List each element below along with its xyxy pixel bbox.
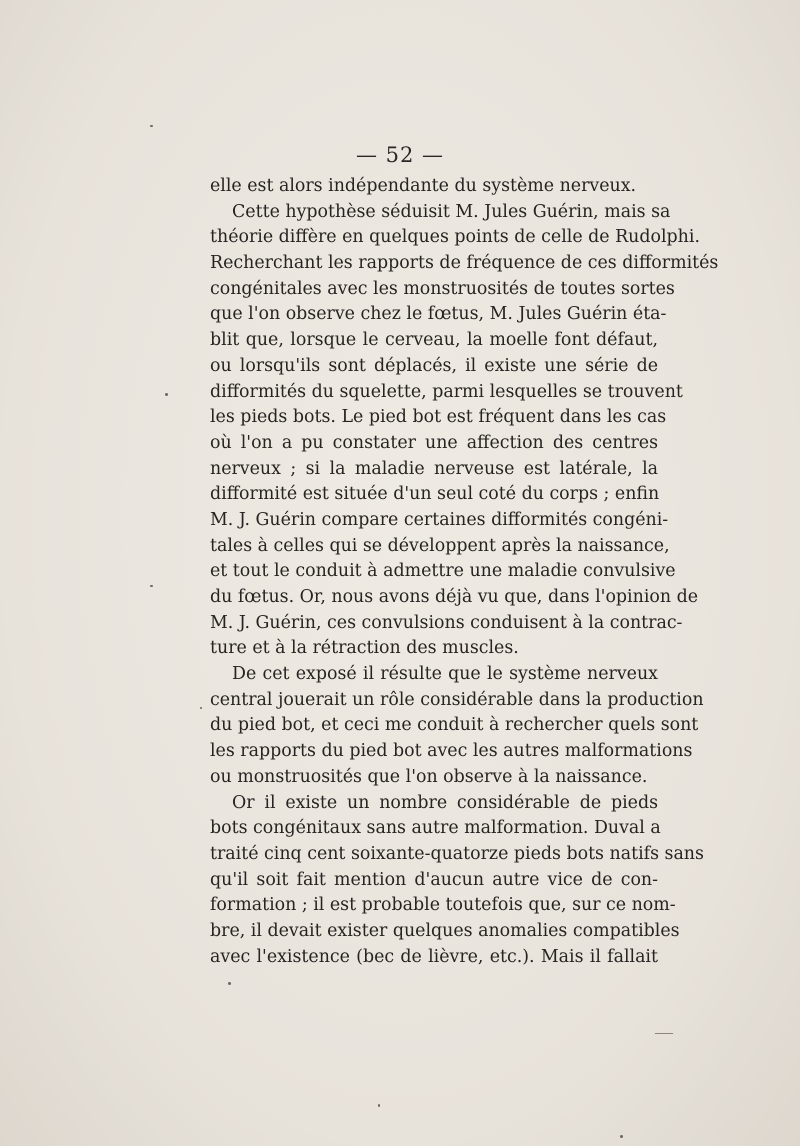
text-line: difformité est située d'un seul coté du corps ; enfin bbox=[210, 484, 660, 505]
text-line: du pied bot, et ceci me conduit à rechercher quels sont bbox=[210, 715, 699, 736]
text-line: du fœtus. Or, nous avons déjà vu que, dans l'opinion de bbox=[210, 587, 699, 607]
paper-speck bbox=[620, 1135, 623, 1138]
text-line: M. J. Guérin, ces convulsions conduisent à la contrac- bbox=[210, 612, 683, 633]
text-line: ture et à la rétraction des muscles. bbox=[210, 638, 519, 659]
text-line: où l'on a pu constater une affection des centres bbox=[210, 432, 658, 453]
text-line: central jouerait un rôle considérable dans la production bbox=[210, 689, 704, 710]
text-line: avec l'existence (bec de lièvre, etc.). Mais il fallait bbox=[210, 946, 658, 967]
text-line: difformités du squelette, parmi lesquelles se trouvent bbox=[210, 381, 683, 402]
paper-speck bbox=[200, 707, 202, 709]
text-line: qu'il soit fait mention d'aucun autre vice de con- bbox=[210, 869, 658, 890]
text-line: De cet exposé il résulte que le système nerveux bbox=[232, 664, 658, 685]
text-line: Cette hypothèse séduisit M. Jules Guérin, mais sa bbox=[232, 201, 671, 222]
text-line: blit que, lorsque le cerveau, la moelle font défaut, bbox=[210, 330, 658, 351]
paper-speck bbox=[150, 125, 153, 127]
text-line: M. J. Guérin compare certaines difformités congéni- bbox=[210, 509, 669, 530]
ink-mark bbox=[655, 1033, 673, 1034]
text-line: bots congénitaux sans autre malformation. Duval a bbox=[210, 818, 661, 839]
text-line: traité cinq cent soixante-quatorze pieds bots natifs sans bbox=[210, 843, 704, 864]
paper-speck bbox=[150, 585, 153, 587]
body-text bbox=[210, 174, 719, 970]
page-number: — 52 — bbox=[355, 143, 445, 167]
paper-speck bbox=[228, 982, 231, 985]
text-line: Recherchant les rapports de fréquence de ces difformités bbox=[210, 253, 719, 274]
text-line: les pieds bots. Le pied bot est fréquent dans les cas bbox=[210, 407, 667, 428]
text-line: et tout le conduit à admettre une maladie convulsive bbox=[210, 561, 676, 582]
text-line: bre, il devait exister quelques anomalies compatibles bbox=[210, 920, 680, 941]
paper-speck bbox=[378, 1104, 380, 1107]
text-line: formation ; il est probable toutefois que, sur ce nom- bbox=[210, 895, 676, 916]
text-line: que l'on observe chez le fœtus, M. Jules Guérin éta- bbox=[210, 304, 667, 325]
text-line: tales à celles qui se développent après la naissance, bbox=[210, 535, 670, 556]
text-line: nerveux ; si la maladie nerveuse est latérale, la bbox=[210, 458, 658, 479]
text-line: elle est alors indépendante du système nerveux. bbox=[210, 176, 637, 196]
text-line: ou monstruosités que l'on observe à la naissance. bbox=[210, 766, 648, 787]
text-line: congénitales avec les monstruosités de toutes sortes bbox=[210, 278, 675, 299]
text-line: ou lorsqu'ils sont déplacés, il existe une série de bbox=[210, 355, 658, 376]
text-line: Or il existe un nombre considérable de pieds bbox=[232, 792, 658, 813]
text-line: les rapports du pied bot avec les autres malformations bbox=[210, 741, 693, 762]
paper-speck bbox=[165, 393, 168, 396]
text-line: théorie diffère en quelques points de celle de Rudolphi. bbox=[210, 227, 700, 248]
